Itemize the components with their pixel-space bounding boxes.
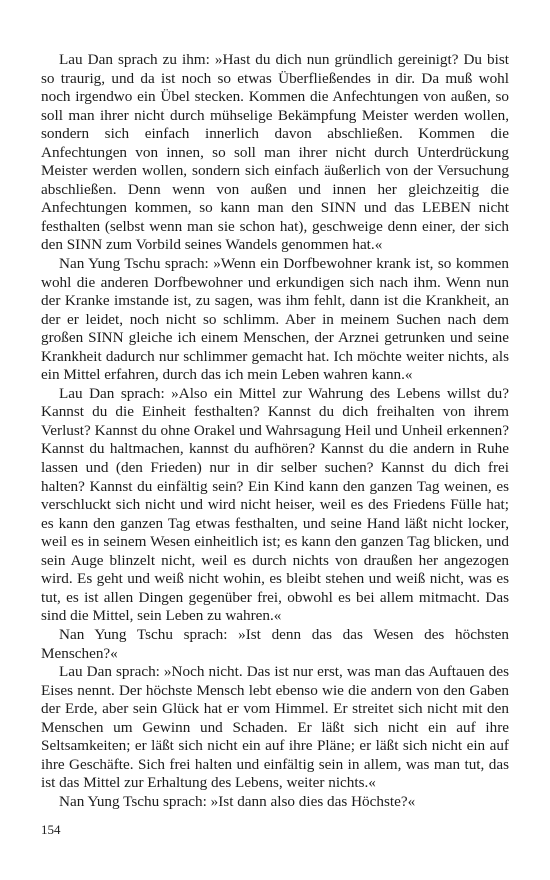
body-text [41,51,509,811]
paragraph: Nan Yung Tschu sprach: »Ist denn das das Wesen des höchsten Menschen?« [41,625,509,662]
paragraph: Nan Yung Tschu sprach: »Wenn ein Dorfbewohner krank ist, so kommen wohl die anderen Dorfbewohner und erkundigen sich nach ihm. Wenn nun der Kranke imstande ist, zu sagen, was ihm fehlt, dann ist die Krankheit, an der er leidet, noch nicht so schlimm. Aber in meinem Suchen nach dem großen SINN gleiche ich einem Menschen, der Arznei getrunken und seine Krankheit dadurch nur schlimmer gemacht hat. Ich möchte weiter nichts, als ein Mittel erfahren, durch das ich mein Leben wahren kann.« [41,255,509,384]
paragraph: Lau Dan sprach: »Also ein Mittel zur Wahrung des Lebens willst du? Kannst du die Einheit festhalten? Kannst du dich freihalten von ihrem Verlust? Kannst du ohne Orakel und Wahrsagung Heil und Unheil erkennen? Kannst du haltmachen, kannst du aufhören? Kannst du die andern in Ruhe lassen und (den Frieden) nur in dir selber suchen? Kannst du dich frei halten? Kannst du einfältig sein? Ein Kind kann den ganzen Tag weinen, es verschluckt sich nicht und wird nicht heiser, weil es des Friedens Fülle hat; es kann den ganzen Tag etwas festhalten, und seine Hand läßt nicht locker, weil es in seinem Wesen einheitlich ist; es kann den ganzen Tag blicken, und sein Auge blinzelt nicht, weil es durch nichts von draußen her angezogen wird. Es geht und weiß nicht wohin, es bleibt stehen und weiß nicht, was es tut, es ist allen Dingen gegenüber frei, obwohl es bei allem mitmacht. Das sind die Mittel, sein Leben zu wahren.« [41,384,509,625]
paragraph: Lau Dan sprach zu ihm: »Hast du dich nun gründlich gereinigt? Du bist so traurig, und da ist noch so etwas Überfließendes in dir. Da muß wohl noch irgendwo ein Übel stecken. Kommen die Anfechtungen von außen, so soll man ihrer nicht durch mühselige Bekämpfung Meister werden wollen, sondern sich einfach innerlich davon abschließen. Kommen die Anfechtungen von innen, so soll man ihrer nicht durch Unterdrückung Meister werden wollen, sondern sich einfach äußerlich von der Versuchung abschließen. Denn wenn von außen und innen her gleichzeitig die Anfechtungen kommen, so kann man den SINN und das LEBEN nicht festhalten (selbst wenn man sie schon hat), geschweige denn einer, der sich den SINN zum Vorbild seines Wandels genommen hat.« [41,51,509,254]
page-number: 154 [41,822,61,837]
paragraph: Lau Dan sprach: »Noch nicht. Das ist nur erst, was man das Auftauen des Eises nennt. Der höchste Mensch lebt ebenso wie die andern von den Gaben der Erde, aber sein Glück hat er vom Himmel. Er streitet sich nicht mit den Menschen um Gewinn und Schaden. Er läßt sich nicht ein auf ihre Seltsamkeiten; er läßt sich nicht ein auf ihre Pläne; er läßt sich nicht ein auf ihre Geschäfte. Sich frei halten und einfältig sein in allem, was man tut, das ist das Mittel zur Erhaltung des Lebens, weiter nichts.« [41,663,509,792]
paragraph: Nan Yung Tschu sprach: »Ist dann also dies das Höchste?« [59,792,416,810]
